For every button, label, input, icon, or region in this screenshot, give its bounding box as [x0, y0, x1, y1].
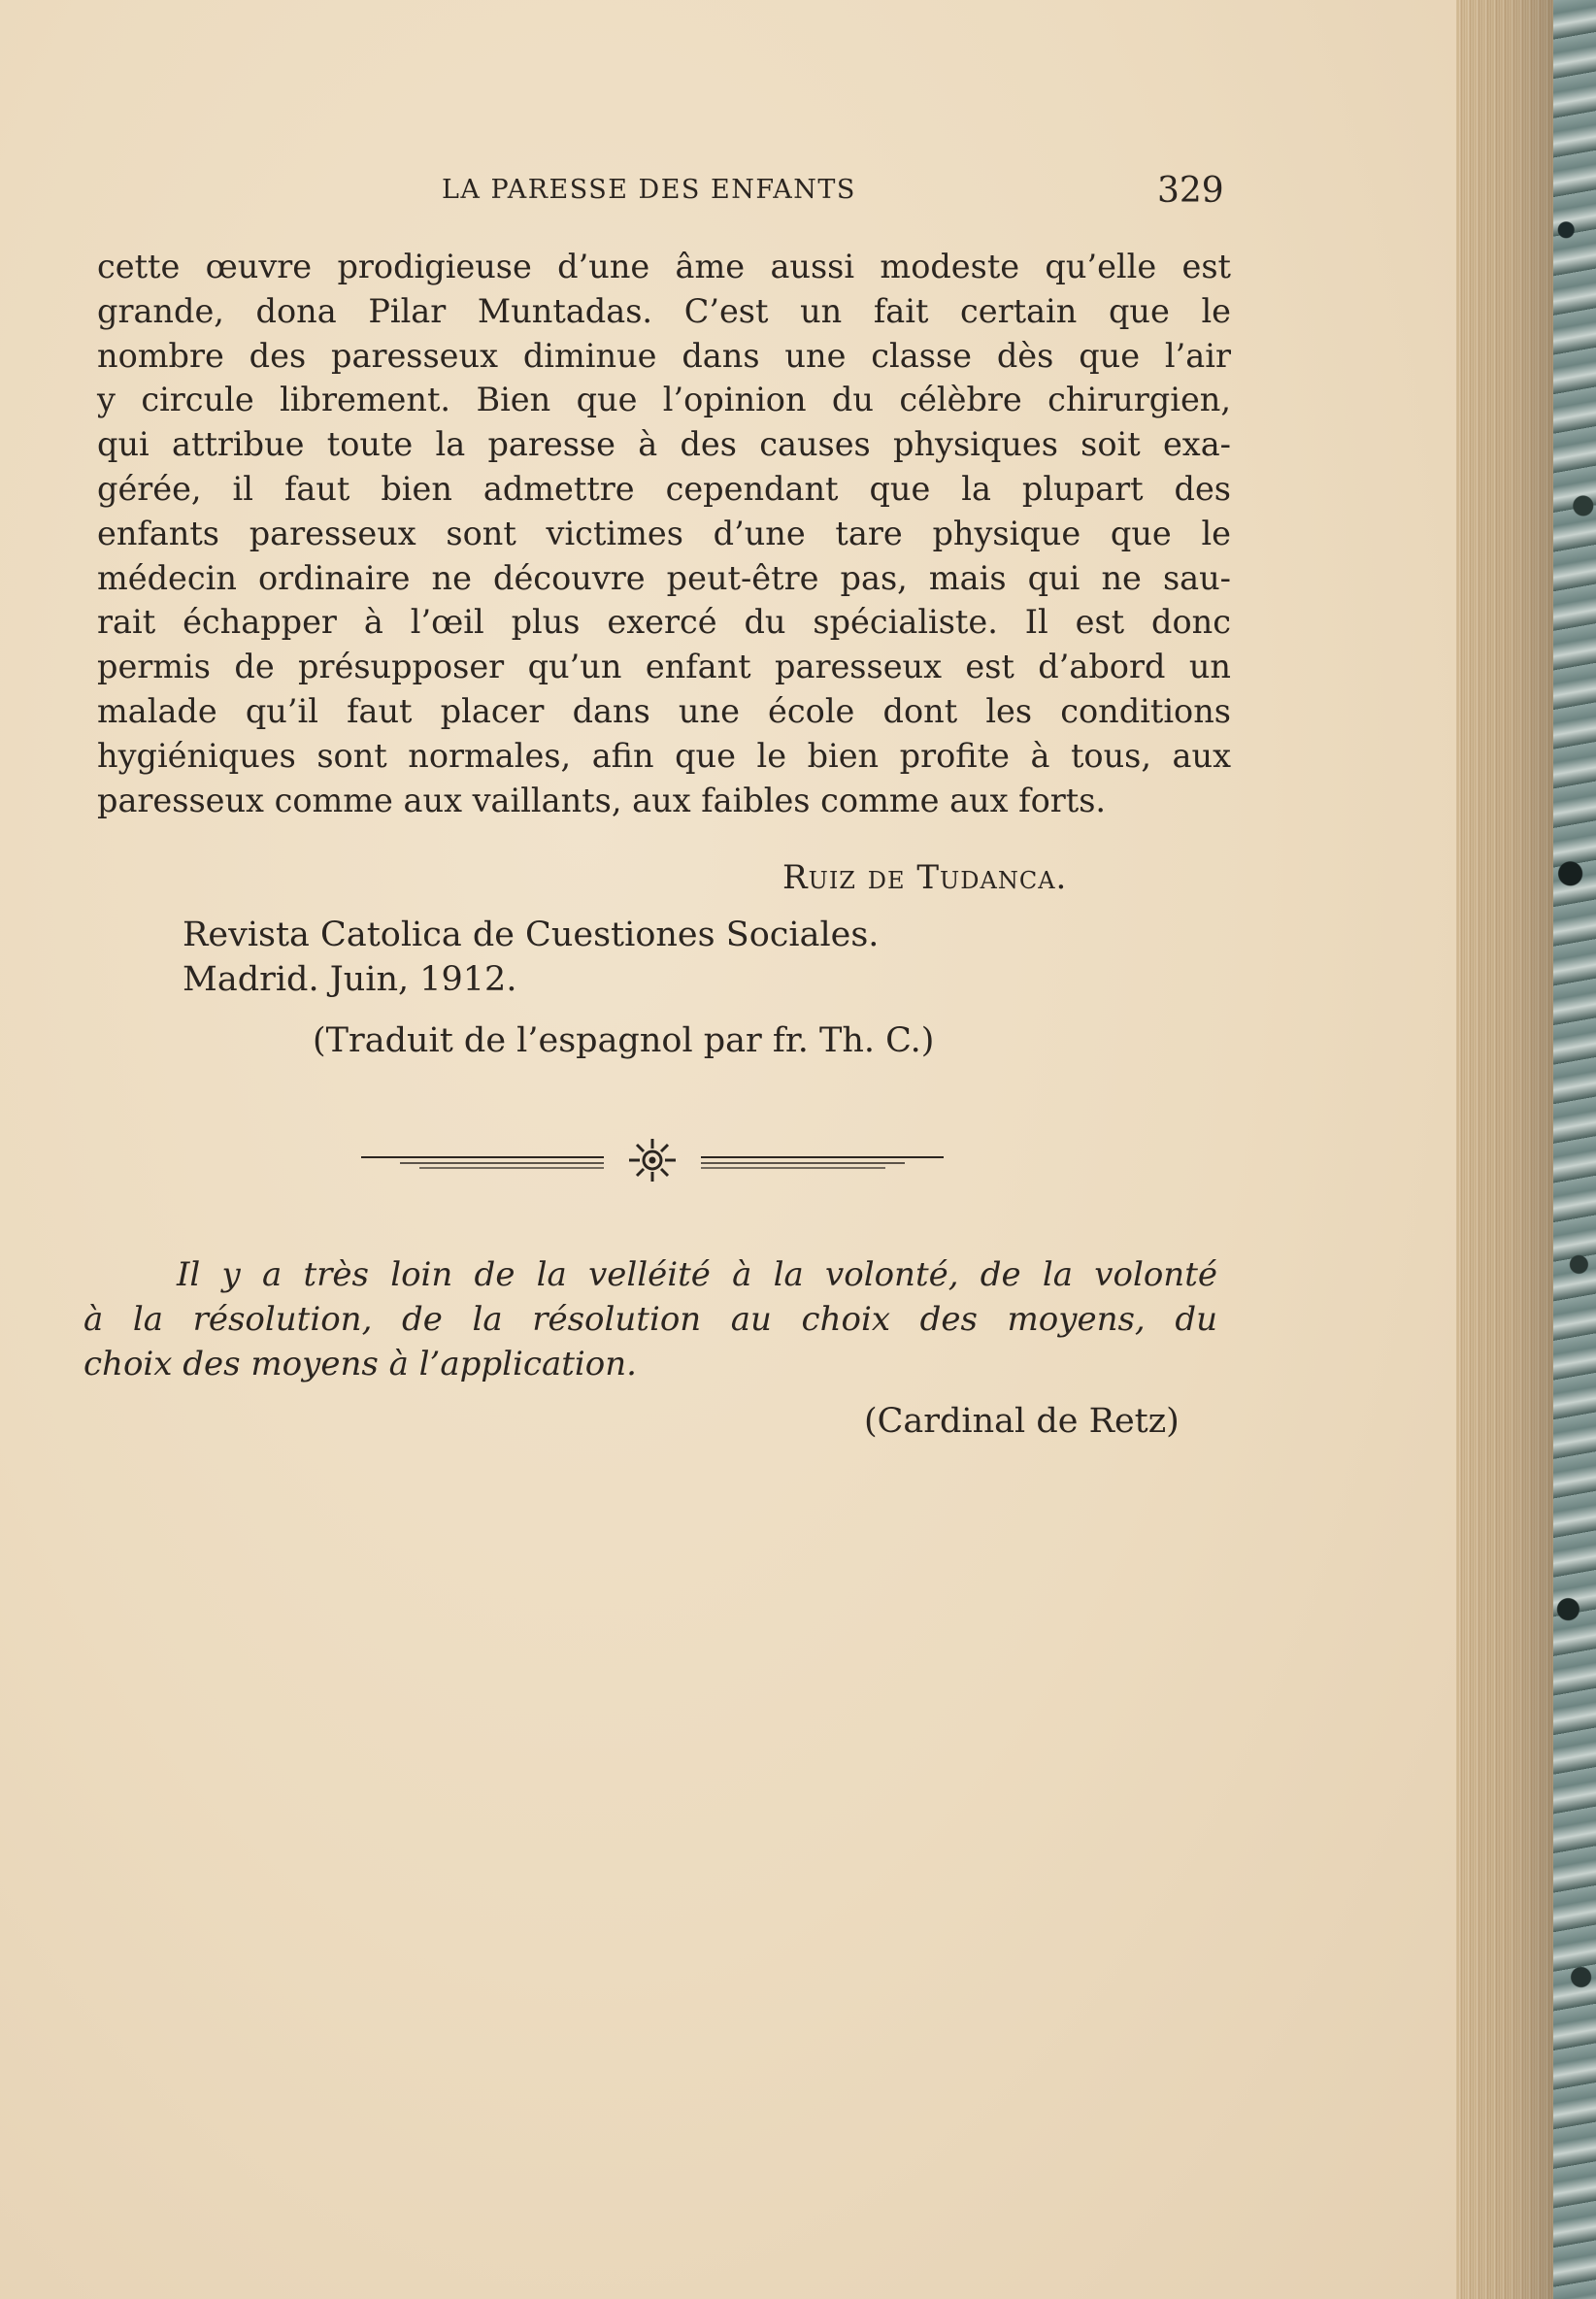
page-block-edge	[1456, 0, 1553, 2299]
quote-line: Il y a très loin de la velléité à la volonté, de la volonté	[177, 1255, 1217, 1294]
running-title: LA PARESSE DES ENFANTS	[442, 175, 856, 205]
quote-author: (Cardinal de Retz)	[864, 1402, 1180, 1441]
body-line: y circule librement. Bien que l’opinion du célèbre chirurgien,	[97, 381, 1231, 419]
source-place-date: Madrid. Juin, 1912.	[183, 960, 517, 999]
body-line: qui attribue toute la paresse à des causes physiques soit exa-	[97, 425, 1231, 464]
body-line: paresseux comme aux vaillants, aux faibles comme aux forts.	[97, 781, 1107, 819]
author-signature: Ruiz de Tudanca.	[782, 858, 1068, 897]
marbled-cover-edge	[1553, 0, 1596, 2299]
body-line: cette œuvre prodigieuse d’une âme aussi modeste qu’elle est	[97, 248, 1231, 285]
page-number: 329	[1157, 171, 1224, 211]
quote-line: à la résolution, de la résolution au choix des moyens, du	[83, 1300, 1217, 1339]
body-line: rait échapper à l’œil plus exercé du spécialiste. Il est donc	[97, 603, 1231, 642]
body-line: médecin ordinaire ne découvre peut-être pas, mais qui ne sau-	[97, 558, 1231, 597]
body-line: enfants paresseux sont victimes d’une tare physique que le	[97, 514, 1231, 552]
section-divider-ornament-icon	[361, 1136, 944, 1184]
body-line: grande, dona Pilar Muntadas. C’est un fait certain que le	[97, 291, 1231, 330]
source-citation	[183, 913, 879, 1002]
source-journal: Revista Catolica de Cuestiones Sociales.	[183, 916, 880, 954]
body-line: gérée, il faut bien admettre cependant que la plupart des	[97, 469, 1231, 508]
epigraph-quote	[83, 1252, 1217, 1386]
body-line: permis de présupposer qu’un enfant paresseux est d’abord un	[97, 648, 1231, 686]
quote-line: choix des moyens à l’application.	[83, 1345, 637, 1383]
body-line: nombre des paresseux diminue dans une classe dès que l’air	[97, 336, 1231, 375]
body-paragraph	[97, 245, 1231, 822]
body-line: malade qu’il faut placer dans une école dont les conditions	[97, 691, 1231, 730]
body-line: hygiéniques sont normales, afin que le bien profite à tous, aux	[97, 736, 1231, 775]
translator-note: (Traduit de l’espagnol par fr. Th. C.)	[313, 1021, 935, 1060]
